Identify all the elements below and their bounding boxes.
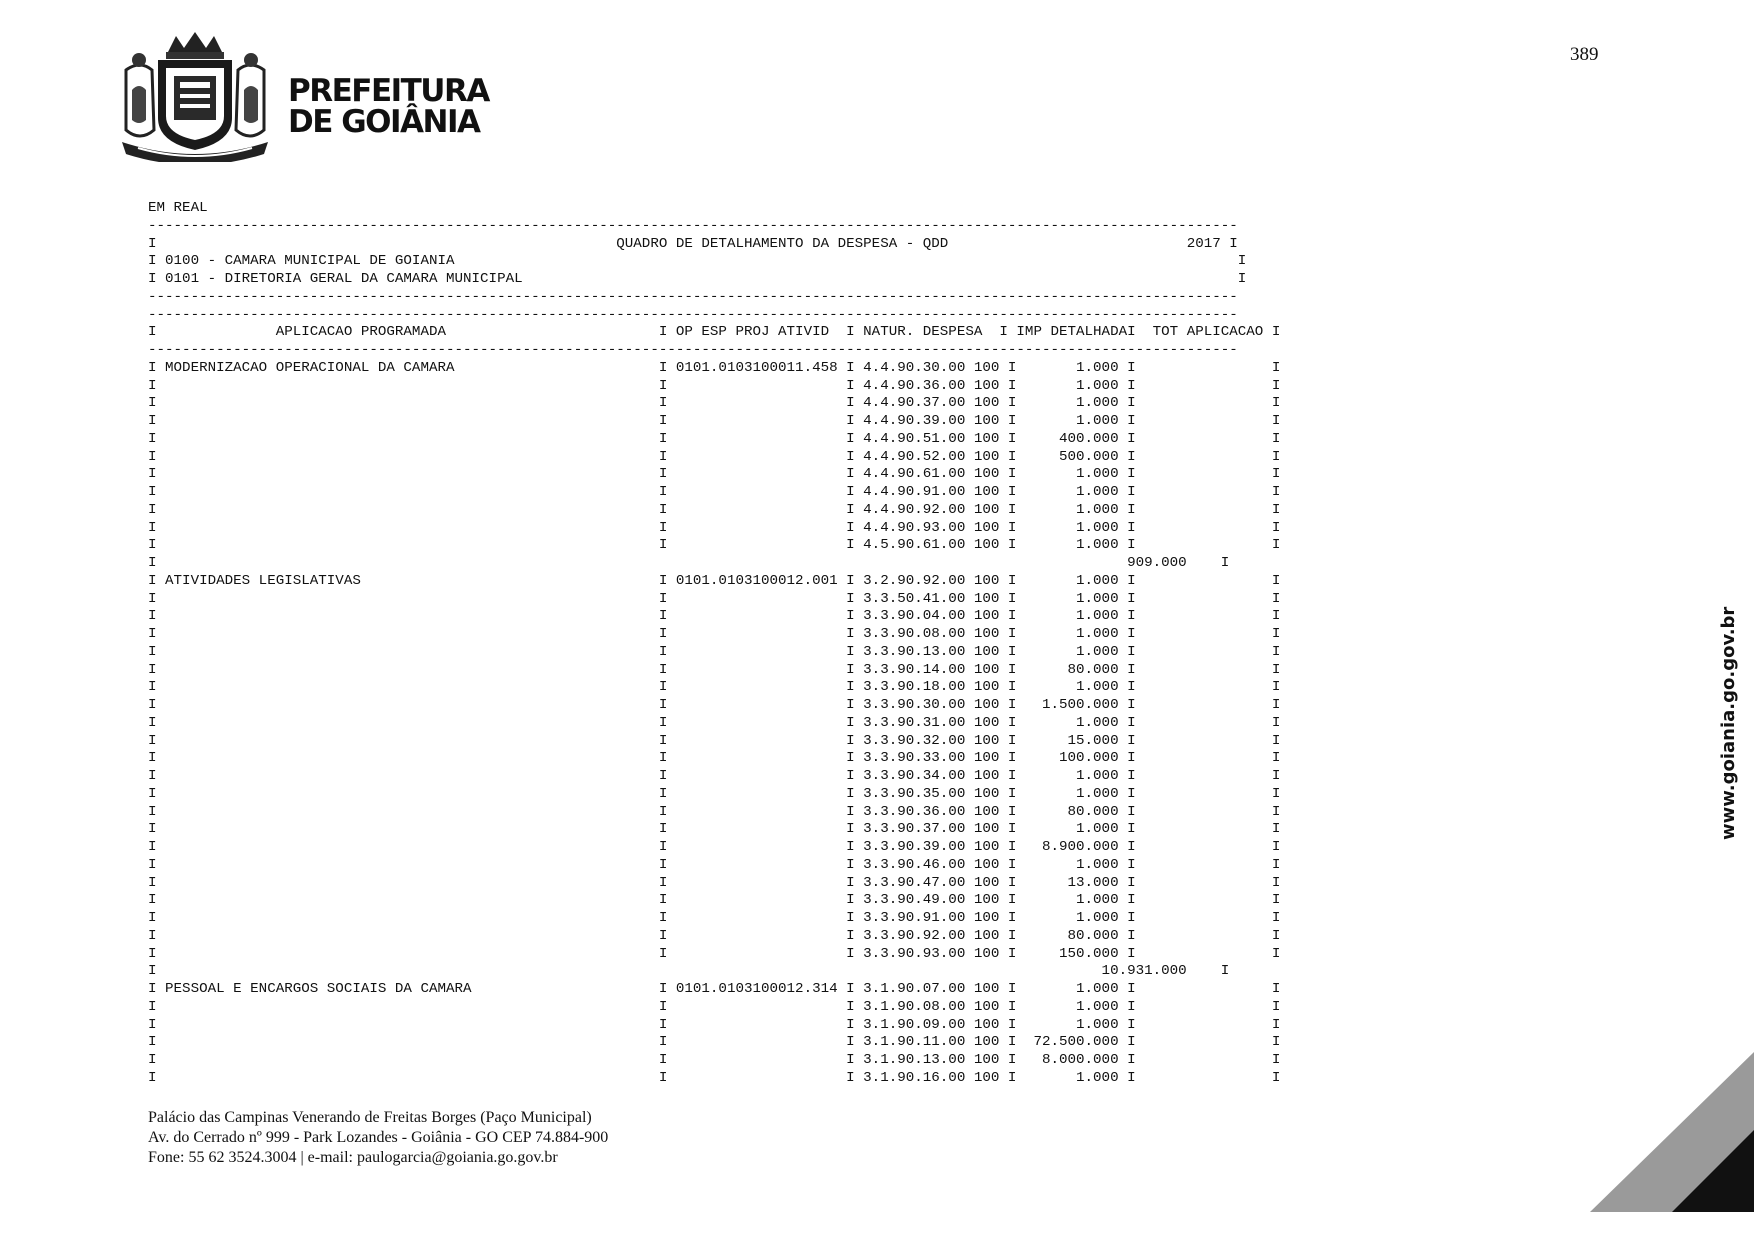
report-line: I I I 3.3.90.31.00 100 I 1.000 I I [148,714,1281,731]
report-line: I I I 4.4.90.51.00 100 I 400.000 I I [148,430,1281,447]
report-line: -------------------------------------------------------------------------------------------------------------------------------- [148,306,1238,323]
report-line: I 909.000 I [148,555,1230,571]
report-line: I I I 3.3.90.14.00 100 I 80.000 I I [148,661,1281,678]
report-line: I I I 3.3.90.91.00 100 I 1.000 I I [148,910,1281,926]
report-line: I MODERNIZACAO OPERACIONAL DA CAMARA I 0101.0103100011.458 I 4.4.90.30.00 100 I 1.000 I I [148,359,1281,376]
report-line: I I I 3.1.90.08.00 100 I 1.000 I I [148,998,1281,1015]
brand-name [288,73,489,140]
report-line: I I I 3.1.90.09.00 100 I 1.000 I I [148,1016,1281,1033]
report-line: I 0101 - DIRETORIA GERAL DA CAMARA MUNICIPAL I [148,271,1247,287]
report-line: I I I 3.3.90.04.00 100 I 1.000 I I [148,608,1281,625]
report-line: I I I 3.3.90.32.00 100 I 15.000 I I [148,732,1281,749]
report-line: I I I 4.5.90.61.00 100 I 1.000 I I [148,537,1281,554]
report-line: I I I 3.1.90.13.00 100 I 8.000.000 I I [148,1052,1281,1068]
report-line: I I I 3.1.90.11.00 100 I 72.500.000 I I [148,1034,1281,1051]
report-line: I I I 3.3.90.46.00 100 I 1.000 I I [148,856,1281,873]
report-line: I I I 3.3.90.30.00 100 I 1.500.000 I I [148,697,1281,713]
brand-line-2: DE GOIÂNIA [288,104,480,140]
report-line: -------------------------------------------------------------------------------------------------------------------------------- [148,288,1238,305]
report-line: I I I 3.3.90.39.00 100 I 8.900.000 I I [148,839,1281,855]
report-line: I QUADRO DE DETALHAMENTO DA DESPESA - QDD 2017 I [148,235,1238,252]
brand-line-1: PREFEITURA [288,73,489,109]
report-line: I I I 3.3.90.33.00 100 I 100.000 I I [148,750,1281,767]
report-line: I I I 3.3.90.47.00 100 I 13.000 I I [148,874,1281,891]
report-line: I I I 4.4.90.36.00 100 I 1.000 I I [148,377,1281,394]
report-line: EM REAL [148,200,208,216]
report-line: I PESSOAL E ENCARGOS SOCIAIS DA CAMARA I 0101.0103100012.314 I 3.1.90.07.00 100 I 1.000 I I [148,981,1281,997]
report-line: I I I 3.3.90.37.00 100 I 1.000 I I [148,821,1281,838]
report-line: I I I 3.3.90.93.00 100 I 150.000 I I [148,945,1281,962]
report-line: I I I 3.3.90.34.00 100 I 1.000 I I [148,768,1281,784]
footer-line-3: Fone: 55 62 3524.3004 | e-mail: paulogarcia@goiania.go.gov.br [148,1149,558,1166]
expense-detail-report [148,200,1280,1088]
footer-line-1: Palácio das Campinas Venerando de Freitas Borges (Paço Municipal) [148,1109,592,1126]
report-line: I ATIVIDADES LEGISLATIVAS I 0101.0103100012.001 I 3.2.90.92.00 100 I 1.000 I I [148,572,1281,589]
footer-address [148,1108,608,1168]
report-line: I I I 3.3.90.08.00 100 I 1.000 I I [148,626,1281,642]
report-line: I I I 4.4.90.37.00 100 I 1.000 I I [148,395,1281,412]
report-line: I I I 4.4.90.39.00 100 I 1.000 I I [148,413,1281,429]
report-line: I I I 3.3.50.41.00 100 I 1.000 I I [148,590,1281,607]
report-line: I I I 3.3.90.92.00 100 I 80.000 I I [148,927,1281,944]
corner-triangle-decoration [1590,1052,1754,1212]
report-line: I 10.931.000 I [148,963,1230,980]
report-line: I I I 3.3.90.49.00 100 I 1.000 I I [148,892,1281,909]
report-line: I I I 4.4.90.91.00 100 I 1.000 I I [148,484,1281,500]
report-line: I I I 4.4.90.52.00 100 I 500.000 I I [148,448,1281,465]
report-line: I 0100 - CAMARA MUNICIPAL DE GOIANIA I [148,253,1247,270]
report-line: I I I 4.4.90.92.00 100 I 1.000 I I [148,501,1281,518]
report-line: I I I 4.4.90.93.00 100 I 1.000 I I [148,519,1281,536]
report-line: I I I 3.3.90.13.00 100 I 1.000 I I [148,643,1281,660]
report-line: I I I 3.1.90.16.00 100 I 1.000 I I [148,1069,1281,1086]
coat-of-arms-icon [118,30,273,162]
report-line: -------------------------------------------------------------------------------------------------------------------------------- [148,342,1238,358]
report-line: I APLICACAO PROGRAMADA I OP ESP PROJ ATIVID I NATUR. DESPESA I IMP DETALHADAI TOT APLICACAO I [148,324,1281,341]
report-line: I I I 3.3.90.18.00 100 I 1.000 I I [148,679,1281,696]
report-line: I I I 3.3.90.35.00 100 I 1.000 I I [148,785,1281,802]
footer-line-2: Av. do Cerrado nº 999 - Park Lozandes - Goiânia - GO CEP 74.884-900 [148,1129,609,1146]
report-line: I I I 3.3.90.36.00 100 I 80.000 I I [148,803,1281,820]
report-line: I I I 4.4.90.61.00 100 I 1.000 I I [148,466,1281,483]
website-url: www.goiania.go.gov.br [1718,606,1739,840]
page-number: 389 [1570,44,1599,65]
report-line: -------------------------------------------------------------------------------------------------------------------------------- [148,217,1238,234]
